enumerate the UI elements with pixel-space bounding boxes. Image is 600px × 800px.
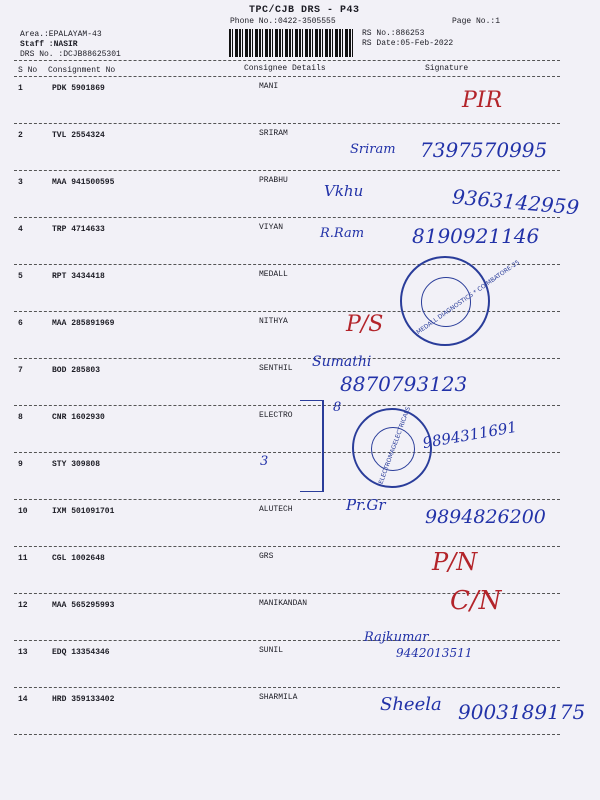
row-consignee: MANIKANDAN	[259, 599, 308, 608]
row-consignment: CGL 1002648	[52, 554, 105, 563]
row-rule	[14, 170, 560, 171]
row-sno: 8	[18, 413, 23, 422]
sig-row2-phone: 7397570995	[420, 138, 548, 162]
row-sno: 6	[18, 319, 23, 328]
row-consignment: MAA 285891969	[52, 319, 115, 328]
row-sno: 2	[18, 131, 23, 140]
sig-row10-name: Pr.Gr	[346, 496, 386, 514]
page-number: Page No.:1	[452, 17, 501, 26]
row-sno: 14	[18, 695, 28, 704]
row-rule	[14, 358, 560, 359]
row-rule	[14, 452, 560, 453]
row-consignment: TVL 2554324	[52, 131, 105, 140]
medall-stamp-text: MEDALL DIAGNOSTICS * COIMBATORE-25	[415, 258, 522, 337]
row-consignee: SENTHIL	[259, 364, 293, 373]
electro-stamp-text: ELECTROMAGELECTRICALS	[377, 405, 413, 486]
row-sno: 12	[18, 601, 28, 610]
row-consignee: VIYAN	[259, 223, 284, 232]
sig-row13-name: Rajkumar	[364, 630, 429, 645]
sig-row7-phone: 8870793123	[340, 372, 468, 396]
row-sno: 9	[18, 460, 23, 469]
row-consignment: MAA 565295993	[52, 601, 115, 610]
col-sno: S No	[18, 66, 38, 75]
row-consignment: BOD 285803	[52, 366, 101, 375]
col-signature: Signature	[425, 64, 469, 73]
medall-stamp	[400, 256, 522, 346]
row-sno: 13	[18, 648, 28, 657]
row-consignee: MANI	[259, 82, 279, 91]
sig-row9-phone: 9894311691	[421, 417, 519, 453]
row-rule	[14, 546, 560, 547]
sig-row6: P/S	[346, 312, 384, 337]
sig-row4-phone: 8190921146	[412, 224, 540, 248]
row-consignee: SHARMILA	[259, 693, 298, 702]
row-consignee: GRS	[259, 552, 274, 561]
sig-row1: PIR	[462, 88, 503, 113]
row-consignee: SRIRAM	[259, 129, 288, 138]
row-consignment: STY 309808	[52, 460, 101, 469]
rs-number: RS No.:886253	[362, 29, 425, 38]
sig-row14-phone: 9003189175	[458, 700, 586, 724]
row-consignee: PRABHU	[259, 176, 288, 185]
rs-date: RS Date:05-Feb-2022	[362, 39, 454, 48]
row-rule	[14, 123, 560, 124]
row-sno: 10	[18, 507, 28, 516]
row-consignee: MEDALL	[259, 270, 288, 279]
row-consignment: EDQ 13354346	[52, 648, 110, 657]
sig-row13-phone: 9442013511	[396, 646, 473, 660]
row-sno: 1	[18, 84, 23, 93]
row-rule	[14, 405, 560, 406]
sig-row10-phone: 9894826200	[425, 506, 546, 528]
col-consignment: Consignment No	[48, 66, 116, 75]
phone-number: Phone No.:0422-3505555	[230, 17, 336, 26]
row-consignment: IXM 501091701	[52, 507, 115, 516]
sig-row12: C/N	[450, 586, 502, 616]
row-sno: 11	[18, 554, 28, 563]
sig-row14-name: Sheela	[380, 694, 442, 715]
staff-label: Staff :NASIR	[20, 40, 78, 49]
row-rule	[14, 264, 560, 265]
row-consignee: NITHYA	[259, 317, 288, 326]
area-label: Area.:EPALAYAM-43	[20, 30, 102, 39]
row-rule	[14, 217, 560, 218]
sig-row9-mark: 3	[260, 454, 269, 469]
col-consignee: Consignee Details	[244, 64, 326, 73]
row-consignment: RPT 3434418	[52, 272, 105, 281]
document-title: TPC/CJB DRS - P43	[249, 5, 360, 16]
column-header-rule	[14, 76, 560, 77]
row-consignee: ELECTRO	[259, 411, 293, 420]
header-rule	[14, 60, 560, 61]
row-sno: 3	[18, 178, 23, 187]
bracket-mark	[300, 400, 324, 492]
sig-row2-name: Sriram	[350, 142, 396, 157]
row-consignee: ALUTECH	[259, 505, 293, 514]
sig-row11: P/N	[432, 548, 478, 576]
row-rule	[14, 734, 560, 735]
row-consignment: HRD 359133402	[52, 695, 115, 704]
sig-row4-name: R.Ram	[320, 226, 365, 241]
sig-row7-name: Sumathi	[312, 354, 372, 370]
row-rule	[14, 687, 560, 688]
row-consignment: MAA 941500595	[52, 178, 115, 187]
row-sno: 4	[18, 225, 23, 234]
drs-number: DRS No. :DCJB88625301	[20, 50, 121, 59]
barcode	[229, 29, 353, 57]
row-consignee: SUNIL	[259, 646, 284, 655]
row-consignment: TRP 4714633	[52, 225, 105, 234]
sig-row8-mark: 8	[333, 400, 342, 415]
row-sno: 5	[18, 272, 23, 281]
electro-stamp	[352, 405, 432, 488]
row-consignment: CNR 1602930	[52, 413, 105, 422]
row-rule	[14, 499, 560, 500]
sig-row3-phone: 9363142959	[451, 184, 581, 220]
sig-row3-name: Vkhu	[324, 182, 364, 200]
row-sno: 7	[18, 366, 23, 375]
row-consignment: PDK 5901869	[52, 84, 105, 93]
row-rule	[14, 640, 560, 641]
